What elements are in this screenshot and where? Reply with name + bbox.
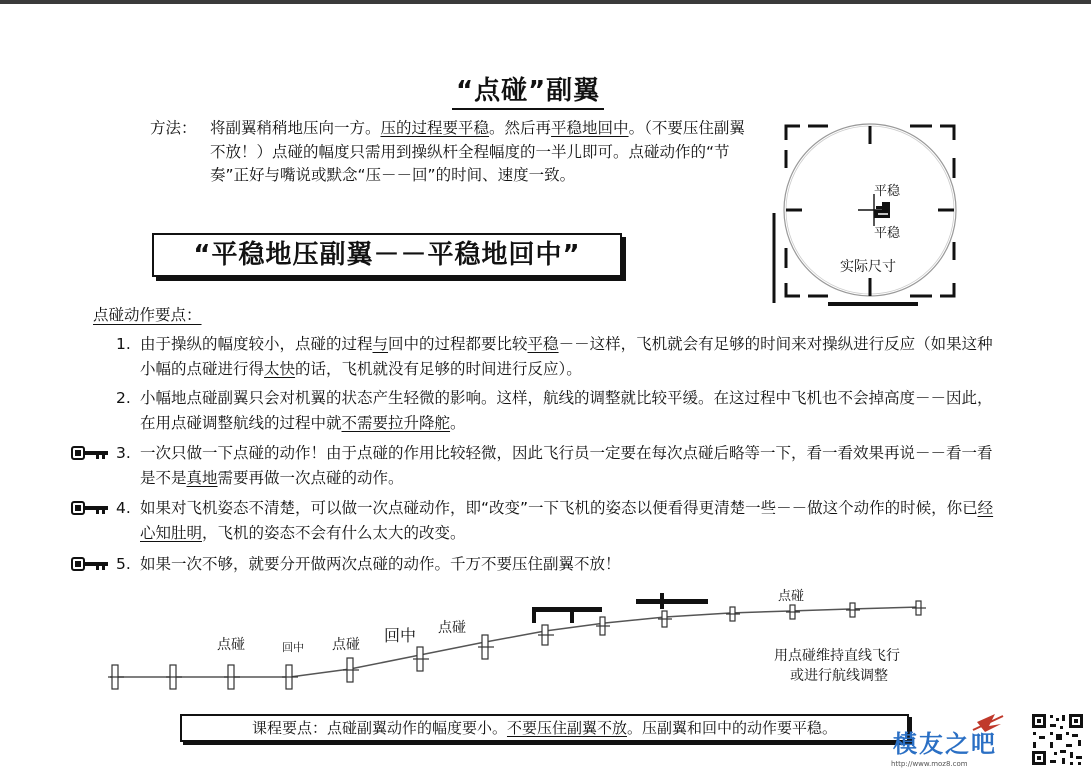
boxed-heading: “平稳地压副翼－－平稳地回中”: [152, 233, 622, 277]
gauge-bottom-label: 平稳: [874, 226, 901, 241]
item-underline: 太快: [264, 360, 296, 378]
key-icon: [70, 556, 110, 572]
qr-code-icon: [1030, 712, 1085, 767]
item-text: －－这样，飞机就会有足够的时间来对操纵进行反应（如果这种小幅的点碰进行得: [140, 335, 993, 378]
flight-path-diagram: [100, 585, 940, 695]
path-label-5: 点碰: [438, 620, 466, 636]
method-text: 。然后再: [489, 119, 552, 137]
method-text: （不要压住副翼不放！）点碰的幅度只需用到操纵杆全程幅度的一半儿即可。点碰动作的“节奏”正好与嘴说或默念“压－－回”的时间、速度一致。: [210, 119, 745, 184]
course-key-point: [180, 714, 909, 742]
stick-gauge-diagram: [768, 118, 968, 308]
item-number: 5.: [116, 555, 131, 573]
logo-url: http://www.moz8.com: [891, 760, 968, 768]
item-number: 2.: [116, 389, 131, 407]
key-icon: [70, 500, 110, 516]
path-label-6: 点碰: [778, 589, 805, 604]
method-underline-1: 压的过程要平稳: [380, 119, 490, 137]
gauge-caption: 实际尺寸: [840, 259, 896, 275]
note-underline: 不要压住副翼不放: [506, 719, 627, 737]
item-underline: 真地: [186, 469, 218, 487]
item-underline: 经心知肚明: [140, 499, 994, 542]
path-note-1: 用点碰维持直线飞行: [774, 648, 900, 664]
item-text: 如果对飞机姿态不清楚，可以做一次点碰动作，即“改变”一下飞机的姿态以便看得更清楚一些－－做这个动作的时候，你已: [140, 499, 978, 517]
item-number: 1.: [116, 335, 131, 353]
item-text: ，飞机的姿态不会有什么太大的改变。: [202, 524, 466, 542]
list-item-1: [116, 332, 1006, 382]
item-underline: 与: [372, 335, 389, 353]
gauge-top-label: 平稳: [874, 184, 901, 199]
page-title: “点碰”副翼: [452, 74, 604, 110]
path-label-3: 点碰: [332, 637, 360, 653]
method-label: 方法：: [150, 119, 197, 137]
item-underline: 不需要拉升降舵: [341, 414, 451, 432]
method-text: 。: [628, 119, 645, 137]
item-text: 小幅地点碰副翼只会对机翼的状态产生轻微的影响。这样，航线的调整就比较平缓。在这过程中飞机也不会掉高度－－因此，在用点碰调整航线的过程中就: [140, 389, 993, 432]
path-note-2: 或进行航线调整: [790, 668, 888, 684]
item-text: 回中的过程都要比较: [388, 335, 528, 353]
section-title: 点碰动作要点：: [93, 306, 202, 324]
item-text: 。: [450, 414, 466, 432]
item-text: 如果一次不够，就要分开做两次点碰的动作。千万不要压住副翼不放！: [140, 555, 621, 573]
item-text: 的话，飞机就没有足够的时间进行反应）。: [295, 360, 582, 378]
item-text: 由于操纵的幅度较小，点碰的过程: [140, 335, 373, 353]
item-number: 3.: [116, 444, 131, 462]
item-underline: 平稳: [527, 335, 559, 353]
site-logo: [885, 710, 1035, 775]
item-text: 一次只做一下点碰的动作！由于点碰的作用比较轻微，因此飞行员一定要在每次点碰后略等一下，看一看效果再说－－看一看是不是: [140, 444, 993, 487]
list-item-2: [116, 386, 1006, 436]
list-item-3: [116, 441, 1006, 491]
method-underline-2: 平稳地回中: [551, 119, 629, 137]
path-label-1: 点碰: [217, 637, 245, 653]
method-text: 将副翼稍稍地压向一方。: [210, 119, 381, 137]
list-item-4: [116, 496, 1006, 546]
item-number: 4.: [116, 499, 131, 517]
path-label-2: 回中: [282, 641, 304, 654]
list-item-5: [116, 552, 1006, 577]
method-paragraph: [150, 117, 750, 188]
note-text: 。压副翼和回中的动作要平稳。: [627, 719, 838, 737]
top-border: [0, 0, 1091, 4]
path-label-4: 回中: [384, 626, 417, 645]
note-text: 课程要点：点碰副翼动作的幅度要小。: [251, 719, 507, 737]
logo-text: 模友之吧: [893, 730, 997, 758]
item-text: 需要再做一次点碰的动作。: [217, 469, 404, 487]
key-icon: [70, 445, 110, 461]
